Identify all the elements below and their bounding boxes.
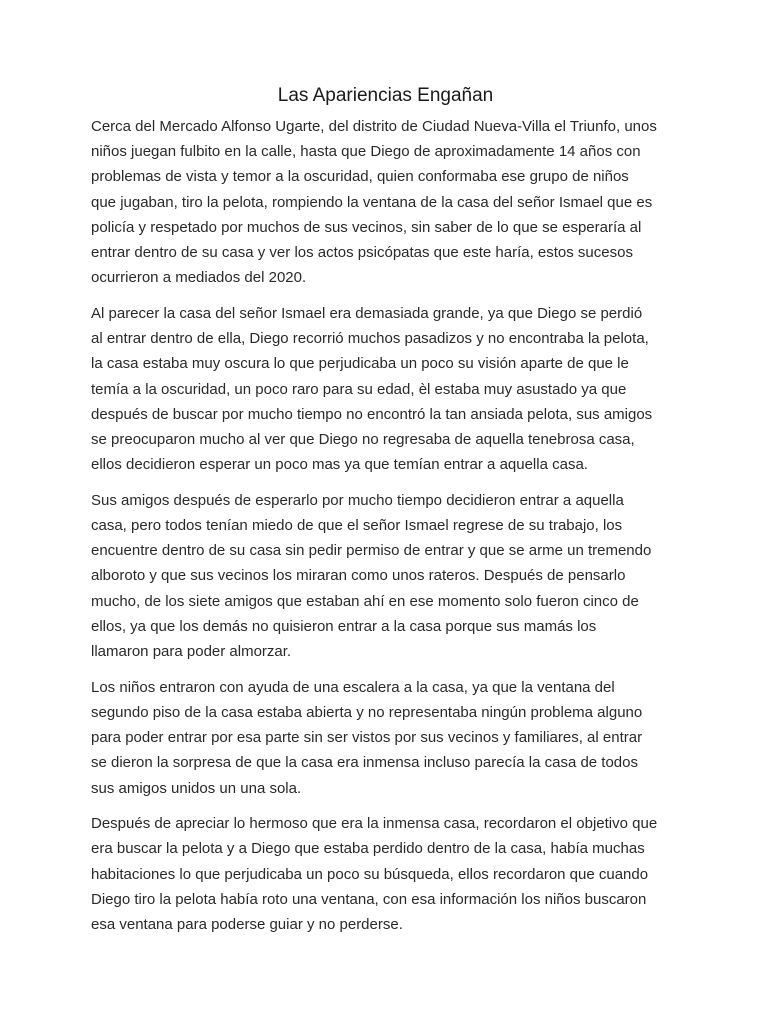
paragraph-line: policía y respetado por muchos de sus vecinos, sin saber de lo que se esperaría al <box>91 218 642 236</box>
paragraph-line: era buscar la pelota y a Diego que estaba perdido dentro de la casa, había muchas <box>91 840 645 858</box>
paragraph-line: temía a la oscuridad, un poco raro para su edad, èl estaba muy asustado ya que <box>91 380 627 398</box>
paragraph-line: habitaciones lo que perjudicaba un poco su búsqueda, ellos recordaron que cuando <box>91 865 649 883</box>
paragraph-line: se preocuparon mucho al ver que Diego no regresaba de aquella tenebrosa casa, <box>91 430 635 448</box>
paragraph-line: problemas de vista y temor a la oscuridad, quien conformaba ese grupo de niños <box>91 168 629 186</box>
paragraph-line: al entrar dentro de ella, Diego recorrió muchos pasadizos y no encontraba la pelota, <box>91 330 649 348</box>
paragraph-line: para poder entrar por esa parte sin ser vistos por sus vecinos y familiares, al entrar <box>91 729 643 747</box>
document-body <box>91 114 680 937</box>
paragraph-line: ellos, ya que los demás no quisieron entrar a la casa porque sus mamás los <box>91 617 597 635</box>
paragraph-line: encuentre dentro de su casa sin pedir permiso de entrar y que se arme un tremendo <box>91 542 652 560</box>
paragraph-line: se dieron la sorpresa de que la casa era inmensa incluso parecía la casa de todos <box>91 754 638 772</box>
paragraph-line: Los niños entraron con ayuda de una escalera a la casa, ya que la ventana del <box>91 678 615 696</box>
body-paragraph <box>91 301 680 477</box>
paragraph-line: mucho, de los siete amigos que estaban ahí en ese momento solo fueron cinco de <box>91 592 639 610</box>
paragraph-line: Cerca del Mercado Alfonso Ugarte, del distrito de Ciudad Nueva-Villa el Triunfo, unos <box>91 118 657 135</box>
paragraph-line: segundo piso de la casa estaba abierta y no representaba ningún problema alguno <box>91 703 643 721</box>
paragraph-line: ellos decidieron esperar un poco mas ya que temían entrar a aquella casa. <box>91 456 588 474</box>
paragraph-line: Al parecer la casa del señor Ismael era demasiada grande, ya que Diego se perdió <box>91 304 643 322</box>
paragraph-line: Después de apreciar lo hermoso que era la inmensa casa, recordaron el objetivo que <box>91 815 658 833</box>
paragraph-line: después de buscar por mucho tiempo no encontró la tan ansiada pelota, sus amigos <box>91 405 653 423</box>
paragraph-line: Diego tiro la pelota había roto una ventana, con esa información los niños buscaron <box>91 890 647 908</box>
body-paragraph <box>91 114 680 290</box>
paragraph-line: alboroto y que sus vecinos los miraran como unos rateros. Después de pensarlo <box>91 567 626 585</box>
paragraph-line: casa, pero todos tenían miedo de que el señor Ismael regrese de su trabajo, los <box>91 517 623 535</box>
paragraph-line: llamaron para poder almorzar. <box>91 643 292 661</box>
paragraph-line: Sus amigos después de esperarlo por mucho tiempo decidieron entrar a aquella <box>91 491 624 509</box>
body-paragraph <box>91 811 680 937</box>
paragraph-line: esa ventana para poderse guiar y no perderse. <box>91 916 403 934</box>
paragraph-line: la casa estaba muy oscura lo que perjudicaba un poco su visión aparte de que le <box>91 355 629 373</box>
paragraph-line: ocurrieron a mediados del 2020. <box>91 269 307 287</box>
paragraph-line: que jugaban, tiro la pelota, rompiendo la ventana de la casa del señor Ismael que es <box>91 193 653 211</box>
paragraph-line: sus amigos unidos un una sola. <box>91 779 302 797</box>
body-paragraph <box>91 488 680 664</box>
paragraph-line: entrar dentro de su casa y ver los actos psicópatas que este haría, estos sucesos <box>91 244 633 262</box>
paragraph-line: niños juegan fulbito en la calle, hasta que Diego de aproximadamente 14 años con <box>91 143 641 161</box>
body-paragraph <box>91 675 680 801</box>
document-title: Las Apariencias Engañan <box>277 85 494 106</box>
